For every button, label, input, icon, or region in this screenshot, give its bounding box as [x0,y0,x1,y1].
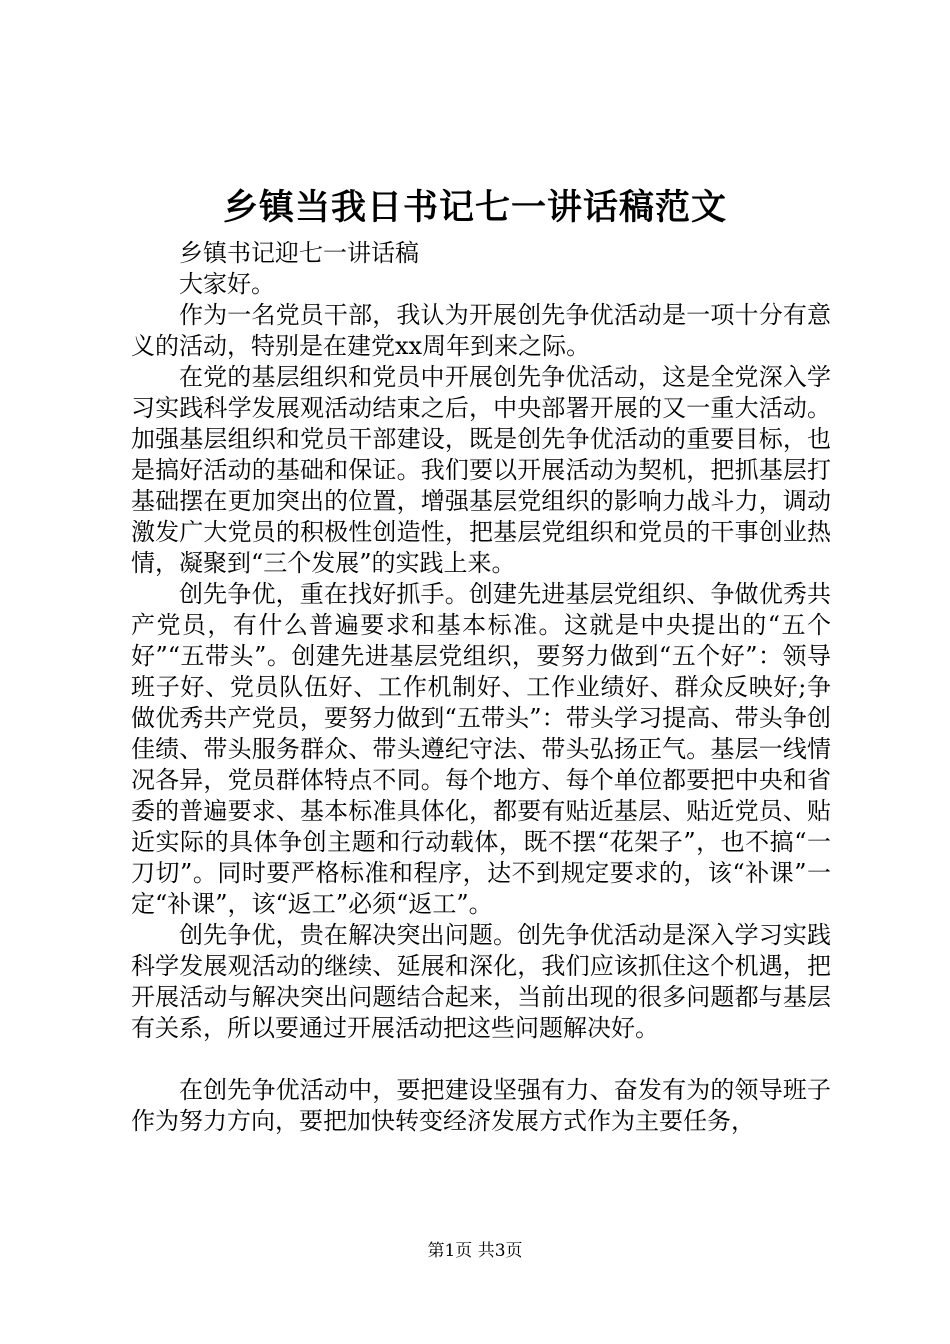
body-paragraph: 在党的基层组织和党员中开展创先争优活动，这是全党深入学习实践科学发展观活动结束之后，中央部署开展的又一重大活动。加强基层组织和党员干部建设，既是创先争优活动的重要目标，也是搞好活动的基础和保证。我们要以开展活动为契机，把抓基层打基础摆在更加突出的位置，增强基层党组织的影响力战斗力，调动激发广大党员的积极性创造性，把基层党组织和党员的干事创业热情，凝聚到“三个发展”的实践上来。 [131,363,831,577]
body-paragraph: 作为一名党员干部，我认为开展创先争优活动是一项十分有意义的活动，特别是在建党xx周年到来之际。 [131,301,831,360]
body-paragraph: 创先争优，重在找好抓手。创建先进基层党组织、争做优秀共产党员，有什么普遍要求和基本标准。这就是中央提出的“五个好”“五带头”。创建先进基层党组织，要努力做到“五个好”：领导班子好、党员队伍好、工作机制好、工作业绩好、群众反映好;争做优秀共产党员，要努力做到“五带头”：带头学习提高、带头争创佳绩、带头服务群众、带头遵纪守法、带头弘扬正气。基层一线情况各异，党员群体特点不同。每个地方、每个单位都要把中央和省委的普遍要求、基本标准具体化，都要有贴近基层、贴近党员、贴近实际的具体争创主题和行动载体，既不摆“花架子”，也不搞“一刀切”。同时要严格标准和程序，达不到规定要求的，该“补课”一定“补课”，该“返工”必须“返工”。 [131,580,831,918]
greeting-paragraph: 大家好。 [179,270,275,298]
document-title: 乡镇当我日书记七一讲话稿范文 [222,188,727,228]
body-paragraph: 在创先争优活动中，要把建设坚强有力、奋发有为的领导班子作为努力方向，要把加快转变经济发展方式作为主要任务， [131,1076,831,1135]
document-body [131,238,831,1137]
body-paragraph: 创先争优，贵在解决突出问题。创先争优活动是深入学习实践科学发展观活动的继续、延展和深化，我们应该抓住这个机遇，把开展活动与解决突出问题结合起来，当前出现的很多问题都与基层有关系，所以要通过开展活动把这些问题解决好。 [131,921,831,1042]
page-footer: 第1页 共3页 [427,1241,523,1261]
subtitle-paragraph: 乡镇书记迎七一讲话稿 [179,239,419,267]
